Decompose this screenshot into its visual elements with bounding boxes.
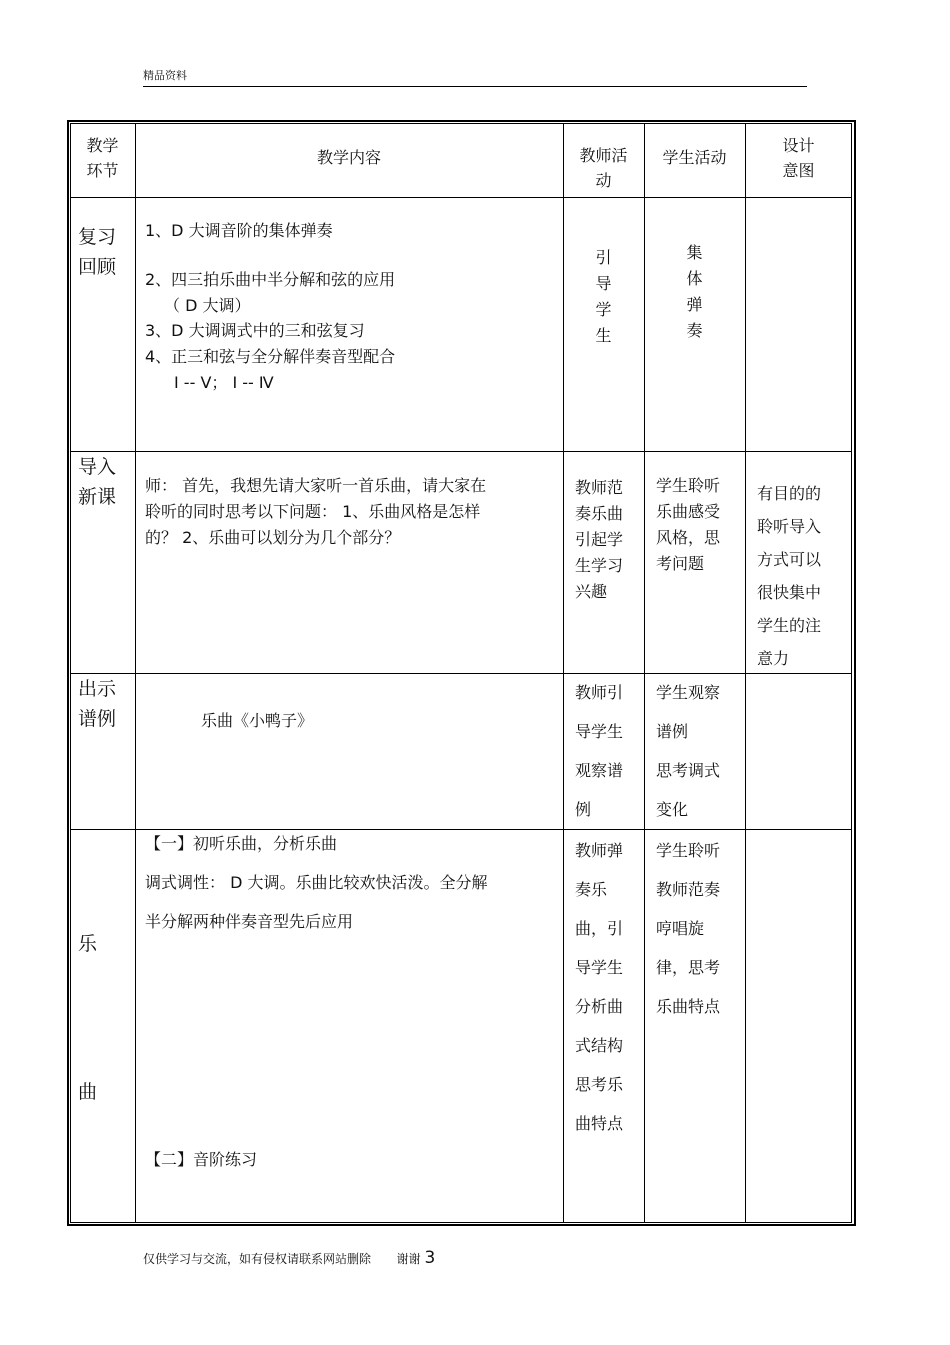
row4-line1: 【一】初听乐曲，分析乐曲 [145,834,338,853]
row1-line6: Ⅰ -- Ⅴ； Ⅰ -- Ⅳ [174,373,274,392]
header-section: 教学 环节 [86,136,119,180]
row1-line1: 1、D 大调音阶的集体弹奏 [145,221,333,240]
row1-line2: 2、四三拍乐曲中半分解和弦的应用 [145,270,396,289]
row-divider [70,673,852,674]
footer-note: 仅供学习与交流，如有侵权请联系网站删除 [143,1252,372,1266]
row4-section-top: 乐 [78,933,98,955]
header-intent: 设计 意图 [782,136,815,180]
row-divider [70,197,852,198]
row2-line3: 的？ 2、乐曲可以划分为几个部分？ [145,528,401,547]
row-divider [70,829,852,830]
row1-line3: （ D 大调） [164,296,251,315]
row1-line5: 4、正三和弦与全分解伴奏音型配合 [145,347,396,366]
row3-teacher: 教师引 导学生 观察谱 例 [575,683,624,819]
row4-line4: 【二】音阶练习 [145,1150,258,1169]
row2-line1: 师： 首先，我想先请大家听一首乐曲，请大家在 [145,476,487,495]
row4-line2: 调式调性： D 大调。乐曲比较欢快活泼。全分解 [145,873,488,892]
footer-thanks: 谢谢 [396,1252,421,1266]
row1-line4: 3、D 大调调式中的三和弦复习 [145,321,365,340]
row-divider [70,451,852,452]
header-teacher: 教师活 动 [579,146,628,190]
row2-teacher: 教师范 奏乐曲 引起学 生学习 兴趣 [575,478,624,601]
header-student: 学生活动 [662,148,727,167]
row4-line3: 半分解两种伴奏音型先后应用 [145,912,354,931]
header-content: 教学内容 [316,148,381,167]
row4-section-bottom: 曲 [78,1081,98,1103]
row1-section: 复习 回顾 [78,226,117,278]
row2-student: 学生聆听 乐曲感受 风格，思 考问题 [656,476,721,573]
row3-section: 出示 谱例 [78,678,117,730]
row2-intent: 有目的的 聆听导入 方式可以 很快集中 学生的注 意力 [757,484,822,668]
row1-teacher: 引 导 学 生 [595,248,612,345]
footer [143,1248,435,1268]
row3-student: 学生观察 谱例 思考调式 变化 [656,683,721,819]
row2-section: 导入 新课 [78,456,117,508]
row3-line1: 乐曲《小鸭子》 [201,711,314,730]
page-number: 3 [424,1248,436,1268]
header-label: 精品资料 [143,69,187,82]
header-rule [143,86,807,87]
row1-student: 集 体 弹 奏 [686,243,703,340]
row4-student: 学生聆听 教师范奏 哼唱旋 律，思考 乐曲特点 [656,841,721,1016]
row2-line2: 聆听的同时思考以下问题： 1、乐曲风格是怎样 [145,502,481,521]
row4-teacher: 教师弹 奏乐 曲，引 导学生 分析曲 式结构 思考乐 曲特点 [575,841,624,1133]
